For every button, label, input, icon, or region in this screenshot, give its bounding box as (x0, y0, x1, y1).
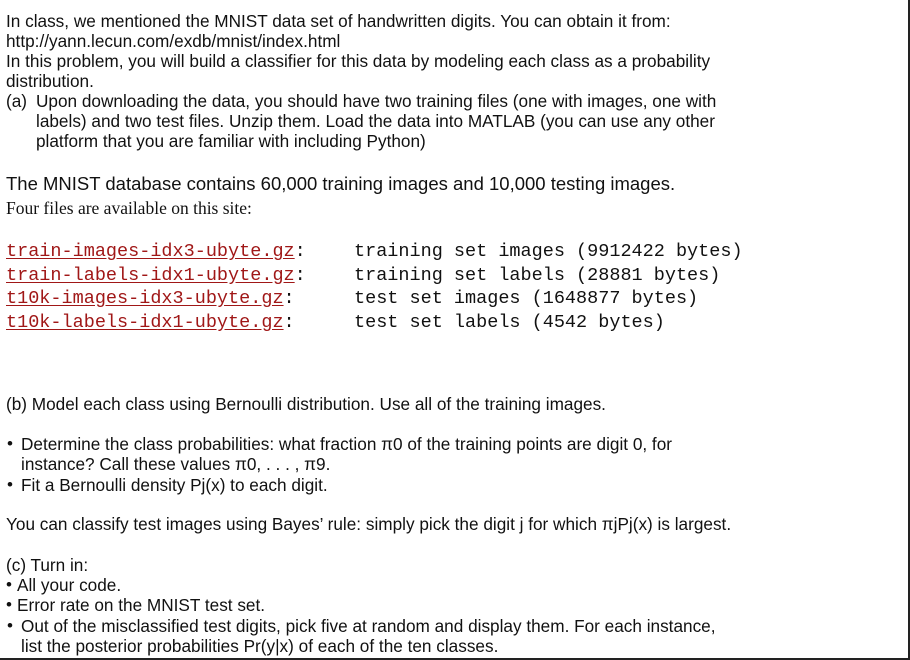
part-b-bullet-1-line-2: instance? Call these values π0, . . . , π9. (21, 454, 331, 474)
part-b-heading: (b) Model each class using Bernoulli distribution. Use all of the training images. (6, 394, 606, 414)
intro-line-1: In class, we mentioned the MNIST data set of handwritten digits. You can obtain it from: (6, 11, 671, 31)
file-row (6, 264, 743, 288)
bullet-icon: • (7, 475, 13, 494)
part-c-item-1: All your code. (17, 575, 122, 595)
part-a-line-3: platform that you are familiar with including Python) (36, 131, 426, 151)
bullet-icon: • (7, 616, 13, 635)
part-c-item-3-line-1: Out of the misclassified test digits, pick five at random and display them. For each instance, (21, 616, 716, 636)
bullet-icon: • (6, 575, 12, 594)
file-name: t10k-images-idx3-ubyte.gz: (6, 288, 295, 309)
file-link[interactable]: train-labels-idx1-ubyte.gz (6, 264, 295, 286)
part-b-bullet-2: Fit a Bernoulli density Pj(x) to each digit. (21, 475, 328, 495)
intro-line-3: In this problem, you will build a classifier for this data by modeling each class as a probability (6, 51, 711, 71)
bullet-icon: • (6, 595, 12, 614)
file-link[interactable]: t10k-labels-idx1-ubyte.gz (6, 311, 284, 333)
mnist-heading: The MNIST database contains 60,000 training images and 10,000 testing images. (6, 173, 676, 194)
file-link[interactable]: train-images-idx3-ubyte.gz (6, 241, 295, 262)
part-a-label: (a) (6, 91, 28, 111)
file-description: training set images (9912422 bytes) (354, 241, 743, 262)
part-c-item-2: Error rate on the MNIST test set. (17, 595, 266, 615)
part-c-heading: (c) Turn in: (6, 555, 89, 575)
file-list (6, 240, 743, 334)
file-description: test set images (1648877 bytes) (354, 288, 699, 309)
mnist-subheading: Four files are available on this site: (6, 198, 252, 218)
file-row (6, 311, 743, 335)
bullet-icon: • (7, 434, 13, 453)
file-link[interactable]: t10k-images-idx3-ubyte.gz (6, 288, 284, 309)
mnist-url: http://yann.lecun.com/exdb/mnist/index.html (6, 31, 341, 51)
intro-line-4: distribution. (6, 71, 94, 91)
part-c-item-3-line-2: list the posterior probabilities Pr(y|x) of each of the ten classes. (21, 636, 499, 656)
file-name: train-labels-idx1-ubyte.gz: (6, 264, 306, 286)
file-row (6, 240, 743, 264)
part-a-line-1: Upon downloading the data, you should have two training files (one with images, one with (36, 91, 717, 111)
part-a-line-2: labels) and two test files. Unzip them. Load the data into MATLAB (you can use any other (36, 111, 715, 131)
part-b-bullet-1-line-1: Determine the class probabilities: what fraction π0 of the training points are digit 0, for (21, 434, 672, 454)
file-description: training set labels (28881 bytes) (354, 264, 721, 286)
bayes-rule-text: You can classify test images using Bayes’ rule: simply pick the digit j for which πjPj(x) is largest. (6, 514, 732, 534)
file-description: test set labels (4542 bytes) (354, 311, 665, 333)
file-row (6, 287, 743, 311)
file-name: train-images-idx3-ubyte.gz: (6, 241, 306, 262)
file-name: t10k-labels-idx1-ubyte.gz: (6, 311, 295, 333)
